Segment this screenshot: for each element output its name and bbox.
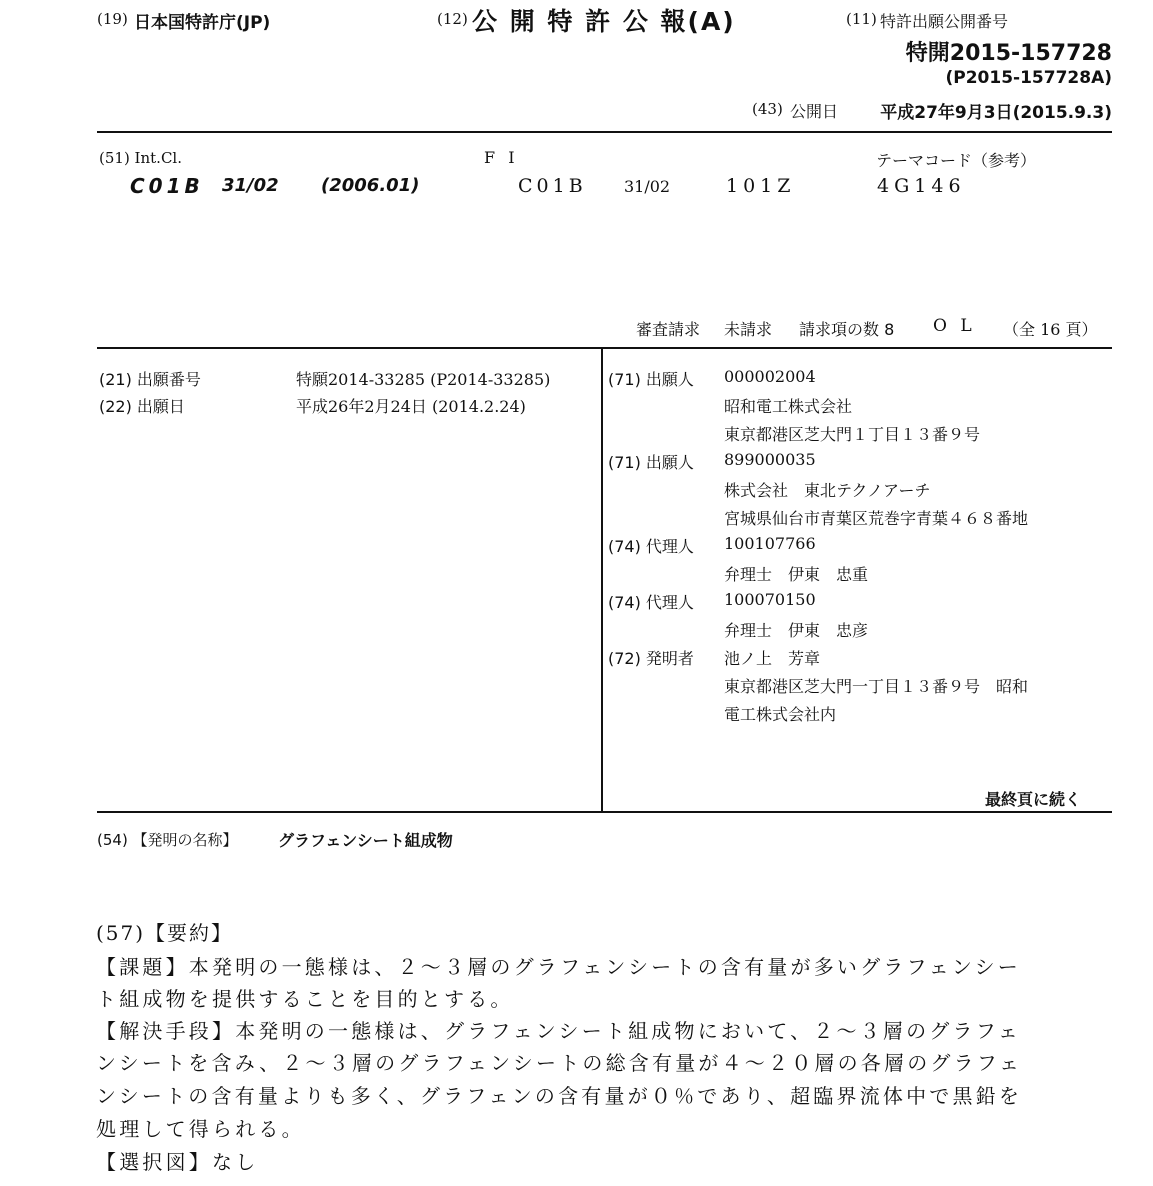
party-line: 池ノ上 芳章 <box>724 649 821 668</box>
party-label: (71) 出願人 <box>608 370 694 389</box>
abstract-line: ンシートの含有量よりも多く、グラフェンの含有量が０％であり、超臨界流体中で黒鉛を <box>96 1084 1023 1108</box>
intcl-subcode: 31/02 <box>222 175 279 196</box>
party-line: 昭和電工株式会社 <box>724 397 853 416</box>
theme-code: 4G146 <box>877 175 966 197</box>
exam-label: 審査請求 <box>636 320 701 339</box>
abstract-line: 処理して得られる。 <box>96 1117 305 1141</box>
intcl-code: C01B <box>130 174 204 198</box>
party-label: (71) 出願人 <box>608 453 694 472</box>
abstract-line: 【解決手段】本発明の一態様は、グラフェンシート組成物において、２～３層のグラフェ <box>96 1019 1022 1043</box>
publication-date: 平成27年9月3日(2015.9.3) <box>880 103 1112 123</box>
abstract-line: 【課題】本発明の一態様は、２～３層のグラフェンシートの含有量が多いグラフェンシー <box>96 955 1021 979</box>
publication-date-label: 公開日 <box>790 102 839 121</box>
title-label: (54) 【発明の名称】 <box>97 831 238 849</box>
abstract-heading: (57)【要約】 <box>96 921 234 945</box>
divider-bottom <box>97 811 1112 813</box>
publication-type: 公 開 特 許 公 報(A) <box>472 7 736 36</box>
page-count: （全 16 頁） <box>1003 320 1098 339</box>
fi-code: C01B <box>518 175 587 197</box>
divider-top <box>97 131 1112 133</box>
intcl-version: (2006.01) <box>321 175 420 196</box>
fi-extension: 101Z <box>726 175 796 197</box>
party-line: 電工株式会社内 <box>724 705 837 724</box>
office-number: (19) <box>97 10 128 28</box>
publication-number: 特開2015-157728 <box>905 41 1112 66</box>
publication-type-number: (12) <box>437 10 468 28</box>
party-label: (74) 代理人 <box>608 537 694 556</box>
party-label: (72) 発明者 <box>608 649 694 668</box>
abstract-line: ンシートを含み、２～３層のグラフェンシートの総含有量が４～２０層の各層のグラフェ <box>96 1051 1023 1075</box>
continued-note: 最終頁に続く <box>984 790 1081 809</box>
application-date: 平成26年2月24日 (2014.2.24) <box>296 397 526 416</box>
abstract-line: 【選択図】なし <box>96 1150 259 1174</box>
party-line: 100070150 <box>724 590 816 609</box>
application-number: 特願2014-33285 (P2014-33285) <box>296 370 551 389</box>
party-label: (74) 代理人 <box>608 593 694 612</box>
abstract-line: ト組成物を提供することを目的とする。 <box>96 987 514 1011</box>
patent-office: 日本国特許庁(JP) <box>134 13 271 33</box>
party-line: 弁理士 伊東 忠重 <box>724 565 869 584</box>
application-publication-label: 特許出願公開番号 <box>880 12 1009 31</box>
theme-code-label: テーマコード（参考） <box>876 151 1037 170</box>
party-line: 東京都港区芝大門１丁目１３番９号 <box>724 425 981 444</box>
fi-label: F I <box>484 148 519 167</box>
application-publication-label-number: (11) <box>846 10 877 28</box>
intcl-label: (51) Int.Cl. <box>99 149 182 167</box>
party-line: 東京都港区芝大門一丁目１３番９号 昭和 <box>724 677 1029 696</box>
column-divider <box>601 348 603 811</box>
publication-number-alt: (P2015-157728A) <box>945 68 1112 88</box>
exam-status: 未請求 <box>724 320 773 339</box>
publication-date-label-number: (43) <box>752 100 783 118</box>
claims-count: 請求項の数 8 <box>799 320 895 339</box>
party-line: 宮城県仙台市青葉区荒巻字青葉４６８番地 <box>724 509 1029 528</box>
fi-subcode: 31/02 <box>624 177 671 196</box>
party-line: 弁理士 伊東 忠彦 <box>724 621 869 640</box>
title-value: グラフェンシート組成物 <box>278 831 453 850</box>
ol-mark: O L <box>933 316 976 336</box>
party-line: 100107766 <box>724 534 816 553</box>
application-date-label: (22) 出願日 <box>99 397 185 416</box>
party-line: 000002004 <box>724 367 816 386</box>
party-line: 株式会社 東北テクノアーチ <box>724 481 931 500</box>
party-line: 899000035 <box>724 450 816 469</box>
application-number-label: (21) 出願番号 <box>99 370 201 389</box>
divider-middle <box>97 347 1112 349</box>
